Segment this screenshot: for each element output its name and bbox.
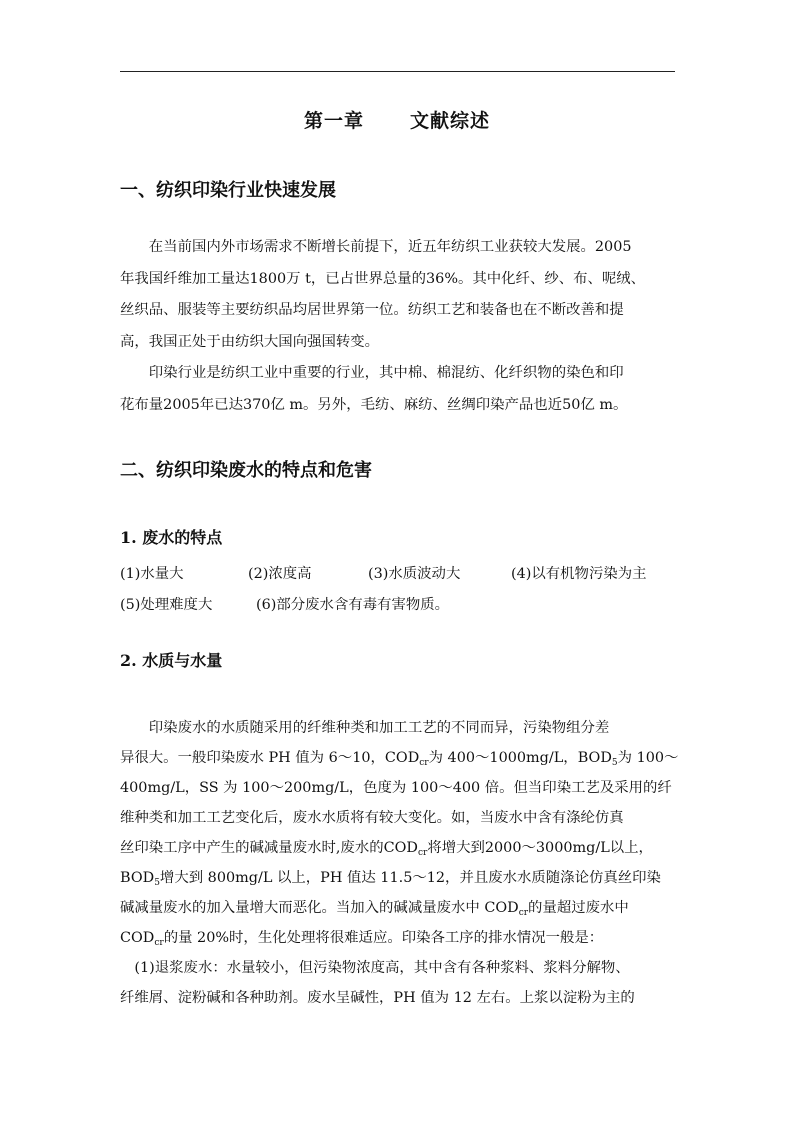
subsection-heading-1: 1. 废水的特点 bbox=[120, 528, 223, 547]
paragraph-line: $COD_{cr}$的量 20%时，生化处理将很难适应。印染各工序的排水情况一般是： bbox=[120, 930, 604, 948]
header-rule bbox=[120, 71, 675, 72]
list-item: (3)水质波动大 bbox=[368, 566, 461, 582]
chapter-title bbox=[0, 106, 794, 133]
paragraph-line: (1)退浆废水：水量较小，但污染物浓度高，其中含有各种浆料、浆料分解物、 bbox=[120, 960, 630, 976]
paragraph-line: 异很大。一般印染废水 PH 值为 6～10，$COD_{cr}$为 400～1000mg/L，$BOD_5$为 100～ bbox=[120, 750, 679, 768]
paragraph-line: 维种类和加工工艺变化后，废水水质将有较大变化。如，当废水中含有涤纶仿真 bbox=[120, 810, 624, 826]
paragraph-line: 丝织品、服装等主要纺织品均居世界第一位。纺织工艺和装备也在不断改善和提 bbox=[120, 302, 624, 318]
feature-list bbox=[120, 559, 647, 621]
paragraph-line: 印染行业是纺织工业中重要的行业，其中棉、棉混纺、化纤织物的染色和印 bbox=[120, 365, 624, 381]
paragraph-line: 花布量2005年已达370亿 m。另外，毛纺、麻纺、丝绸印染产品也近50亿 m。 bbox=[120, 396, 628, 413]
section1-paragraph bbox=[120, 232, 680, 421]
paragraph-line: 纤维屑、淀粉碱和各种助剂。废水呈碱性，PH 值为 12 左右。上浆以淀粉为主的 bbox=[120, 990, 635, 1006]
paragraph-line: 碱减量废水的加入量增大而恶化。当加入的碱减量废水中 $COD_{cr}$的量超过废水中 bbox=[120, 900, 629, 918]
paragraph-line: 印染废水的水质随采用的纤维种类和加工工艺的不同而异，污染物组分差 bbox=[120, 720, 610, 736]
section-heading-2: 二、纺织印染废水的特点和危害 bbox=[120, 460, 372, 481]
chapter-number: 第一章 bbox=[303, 110, 364, 132]
list-item: (5)处理难度大 bbox=[120, 597, 213, 613]
list-item: (1)水量大 bbox=[120, 566, 184, 582]
list-item: (6)部分废水含有毒有害物质。 bbox=[256, 597, 450, 613]
paragraph-line: 在当前国内外市场需求不断增长前提下，近五年纺织工业获较大发展。2005 bbox=[120, 239, 632, 255]
paragraph-line: 丝印染工序中产生的碱减量废水时,废水的$COD_{cr}$将增大到2000～3000mg/L以上， bbox=[120, 840, 653, 858]
paragraph-line: 年我国纤维加工量达1800万 t，已占世界总量的36%。其中化纤、纱、布、呢绒、 bbox=[120, 270, 646, 287]
chapter-name: 文献综述 bbox=[410, 110, 491, 132]
paragraph-line: $BOD_5$增大到 800mg/L 以上，PH 值达 11.5～12，并且废水水质随涤论仿真丝印染 bbox=[120, 870, 661, 888]
list-item: (2)浓度高 bbox=[248, 566, 312, 582]
paragraph-line: 400mg/L，SS 为 100～200mg/L，色度为 100～400 倍。但当印染工艺及采用的纤 bbox=[120, 780, 672, 796]
section-heading-1: 一、纺织印染行业快速发展 bbox=[120, 180, 336, 201]
list-item: (4)以有机物污染为主 bbox=[511, 566, 647, 582]
paragraph-line: 高，我国正处于由纺织大国向强国转变。 bbox=[120, 333, 380, 350]
section2-paragraph bbox=[120, 713, 680, 1013]
subsection-heading-2: 2. 水质与水量 bbox=[120, 651, 223, 670]
